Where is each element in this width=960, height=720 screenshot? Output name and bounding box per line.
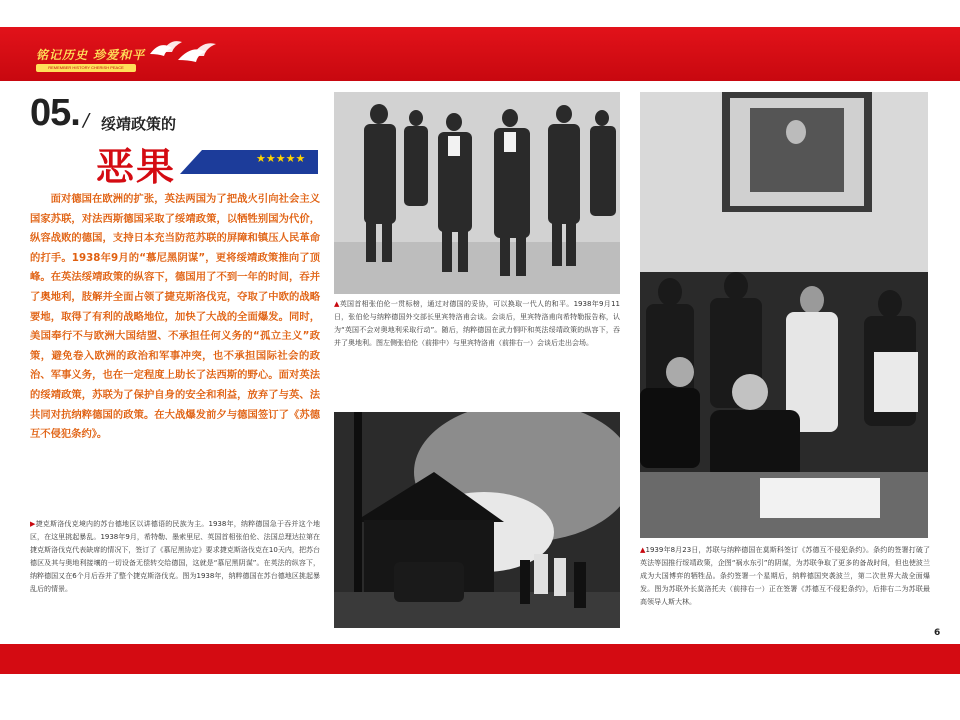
star-rating: ★★★★★	[256, 152, 306, 165]
caption-middle-text: 英国首相张伯伦一贯标榜，通过对德国的妥协，可以换取一代人的和平。1938年9月11日，张伯伦与纳粹德国外交部长里宾特洛甫会谈。会谈后，里宾特洛甫向希特勒报告称，认为“英国不会对奥地利采取行动”。随后，纳粹德国在武力恫吓和英法绥靖政策的纵容下，吞并了奥地利。图左侧张伯伦（前排中）与里宾特洛甫（前排右一）会谈后走出会场。	[334, 300, 620, 347]
caption-right-text: 1939年8月23日，苏联与纳粹德国在莫斯科签订《苏德互不侵犯条约》。条约的签署打破了英法等国推行绥靖政策，企图“祸水东引”的阴谋，为苏联争取了更多的备战时间，但也使波兰成为大国博弈的牺牲品。条约签署一个星期后，纳粹德国突袭波兰，第二次世界大战全面爆发。图为苏联外长莫洛托夫（前排右一）正在签署《苏德互不侵犯条约》，后排右二为苏联最高领导人斯大林。	[640, 546, 930, 606]
heading-subtitle: 绥靖政策的	[101, 115, 177, 133]
heading-title: 恶果	[96, 145, 177, 189]
photo-pact-signing	[640, 92, 928, 538]
page-number: 6	[934, 628, 941, 638]
caption-right	[640, 544, 930, 609]
caption-marker-icon: ▲	[334, 300, 340, 308]
bottom-banner	[0, 644, 960, 674]
main-paragraph: 面对德国在欧洲的扩张，英法两国为了把战火引向社会主义国家苏联，对法西斯德国采取了绥靖政策，以牺牲别国为代价，纵容战败的德国，支持日本充当防范苏联的屏障和镇压人民革命的打手。1938年9月的“慕尼黑阴谋”，更将绥靖政策推向了顶峰。在英法绥靖政策的纵容下，德国用了不到一年的时间，吞并了奥地利，肢解并全面占领了捷克斯洛伐克，夺取了中欧的战略要地，取得了有利的战略地位，加快了大战的全面爆发。同时，美国奉行不与欧洲大国结盟、不承担任何义务的“孤立主义”政策，避免卷入欧洲的政治和军事冲突，也不承担国际社会的政治、军事义务，也在一定程度上助长了法西斯的野心。面对英法的绥靖政策，苏联为了保护自身的安全和利益，放弃了与英、法共同对抗纳粹德国的政策。在大战爆发前夕与德国签订了《苏德互不侵犯条约》。	[30, 193, 320, 441]
photo-chamberlain-walking	[334, 92, 620, 294]
brand-title: 铭记历史 珍爱和平	[36, 48, 146, 62]
dove-icon	[140, 34, 220, 70]
section-number: 05.	[30, 92, 80, 134]
caption-bottom-left	[30, 518, 320, 596]
heading-slash: /	[83, 110, 90, 131]
photo-sudeten-riot	[334, 412, 620, 628]
brand-subtitle: REMEMBER HISTORY CHERISH PEACE	[36, 64, 136, 72]
caption-middle	[334, 298, 620, 350]
caption-marker-icon: ▶	[30, 520, 36, 528]
caption-bottom-left-text: 捷克斯洛伐克境内的苏台德地区以讲德语的民族为主。1938年，纳粹德国急于吞并这个地区，在这里挑起暴乱。1938年9月，希特勒、墨索里尼、英国首相张伯伦、法国总理达拉第在捷克斯洛伐克代表缺席的情况下，签订了《慕尼黑协定》要求捷克斯洛伐克在10天内，把苏台德区及其与奥地利接壤的一切设备无偿转交给德国，这就是“慕尼黑阴谋”。在英法的纵容下，纳粹德国又在6个月后吞并了整个捷克斯洛伐克。图为1938年，纳粹德国在苏台德地区挑起暴乱后的情景。	[30, 520, 320, 593]
caption-marker-icon: ▲	[640, 546, 646, 554]
